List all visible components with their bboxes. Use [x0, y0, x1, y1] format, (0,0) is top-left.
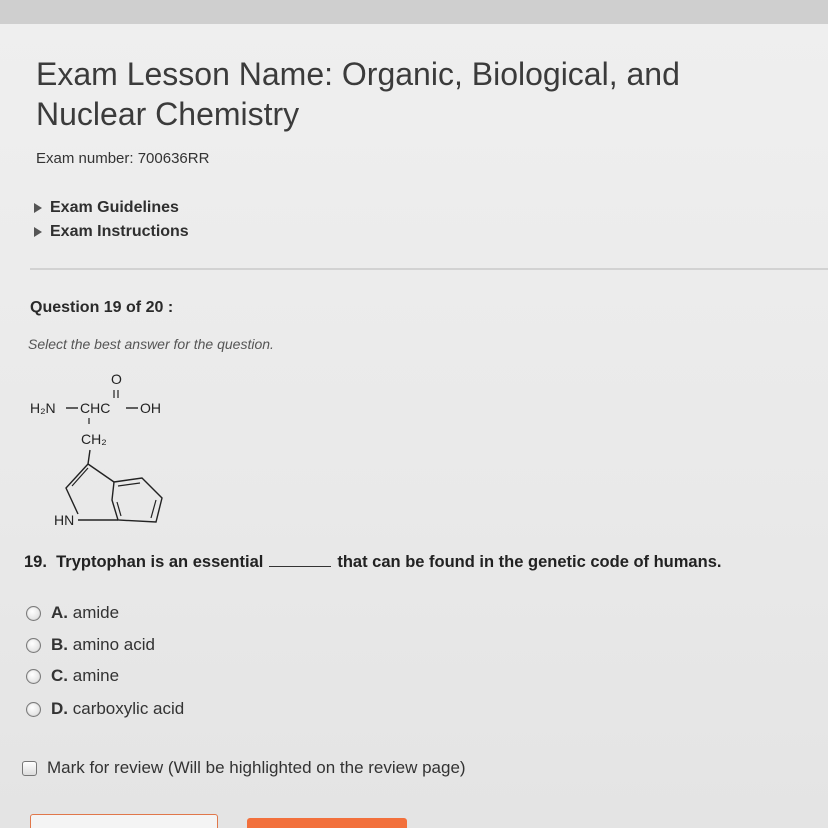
option-d-text: carboxylic acid [72, 699, 185, 718]
exam-guidelines-toggle[interactable] [34, 199, 179, 217]
next-button[interactable] [247, 818, 407, 828]
structure-carbon-chain: CHC [80, 400, 111, 416]
structure-hydroxyl: OH [140, 400, 161, 416]
mark-for-review[interactable] [22, 758, 466, 778]
mark-for-review-checkbox[interactable] [22, 761, 37, 776]
option-a[interactable] [26, 603, 119, 623]
question-instruction: Select the best answer for the question. [28, 336, 274, 352]
question-header: Question 19 of 20 : [30, 299, 174, 316]
option-a-letter: A. [51, 603, 68, 622]
radio-button-a[interactable] [26, 606, 41, 621]
option-c[interactable] [26, 666, 119, 686]
exam-number: Exam number: 700636RR [36, 150, 210, 167]
structure-amine: H₂N [30, 400, 56, 416]
structure-methylene: CH₂ [81, 431, 107, 447]
option-b-text: amino acid [72, 635, 155, 654]
structure-oxygen: O [111, 371, 122, 387]
option-c-text: amine [72, 666, 120, 685]
option-a-text: amide [72, 603, 120, 622]
radio-button-d[interactable] [26, 702, 41, 717]
browser-top-bar [0, 0, 828, 25]
previous-button[interactable] [30, 814, 218, 828]
radio-button-b[interactable] [26, 638, 41, 653]
page-title: Exam Lesson Name: Organic, Biological, and Nuclear Chemistry [36, 56, 680, 132]
option-c-letter: C. [51, 666, 68, 685]
triangle-right-icon [34, 203, 42, 213]
question-number: 19. [24, 553, 47, 571]
radio-button-c[interactable] [26, 669, 41, 684]
triangle-right-icon [34, 227, 42, 237]
section-divider [30, 268, 828, 270]
question-text-after: that can be found in the genetic code of humans. [337, 553, 722, 571]
question-text [24, 553, 824, 572]
option-b[interactable] [26, 635, 155, 655]
structure-ring-nitrogen: HN [54, 512, 75, 528]
option-d-letter: D. [51, 699, 68, 718]
tryptophan-structure [22, 360, 202, 540]
option-b-letter: B. [51, 635, 68, 654]
question-text-before: Tryptophan is an essential [56, 553, 264, 571]
option-d[interactable] [26, 699, 184, 719]
exam-instructions-toggle[interactable] [34, 223, 189, 241]
mark-for-review-label: Mark for review (Will be highlighted on the review page) [47, 758, 466, 777]
answer-blank [269, 565, 331, 567]
exam-guidelines-label: Exam Guidelines [50, 199, 179, 216]
exam-instructions-label: Exam Instructions [50, 223, 189, 240]
